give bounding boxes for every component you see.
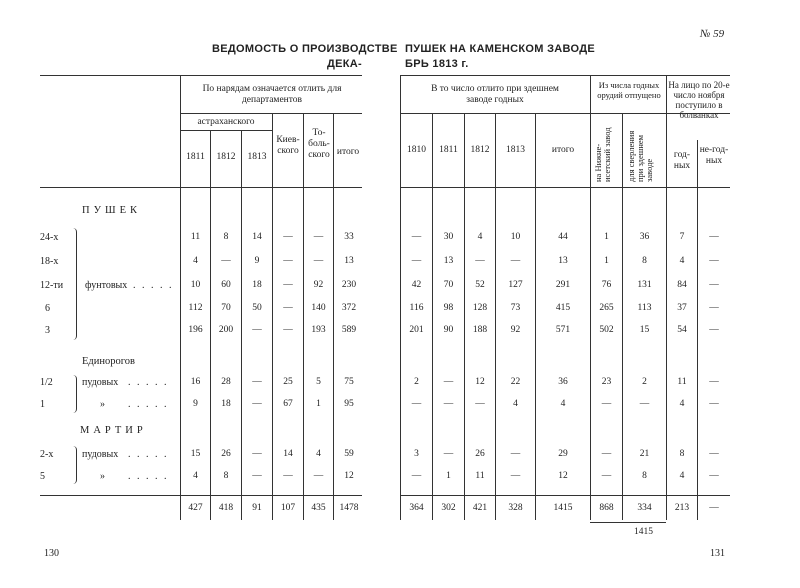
cell-r12-8: 52 (475, 280, 485, 290)
cell-r18-10: 13 (558, 256, 568, 266)
cell-re12-8: 12 (475, 377, 485, 387)
header-bottom-rule (40, 187, 362, 188)
cell-re1-10: 4 (560, 399, 566, 409)
cell-r6-7: 98 (443, 303, 454, 313)
cell-re12-12: 2 (642, 377, 647, 387)
cell-re1-5: 95 (344, 399, 354, 409)
cell-r18-11: 1 (604, 256, 609, 266)
cell-r12-6: 42 (411, 280, 422, 290)
cell-re1-8: — (475, 399, 485, 409)
cell-rm2-6: 3 (414, 449, 419, 459)
table-top-rule (40, 75, 362, 76)
cell-r18-5: 13 (344, 256, 354, 266)
cell-totals-11: 868 (599, 503, 614, 513)
cell-r3-13: 54 (677, 325, 687, 335)
cell-rm2-2: — (252, 449, 262, 459)
cell-r3-1: 200 (218, 325, 234, 335)
leader-dots: . . . . . (128, 449, 169, 460)
totals-rule (40, 495, 362, 496)
cell-re1-0: 9 (193, 399, 198, 409)
header-1810: 1810 (407, 145, 426, 155)
cell-rm2-1: 26 (221, 449, 231, 459)
cell-totals-9: 328 (508, 503, 523, 513)
cell-r6-2: 50 (252, 303, 262, 313)
page-number-left: 130 (44, 548, 59, 559)
header-1812: 1812 (216, 152, 236, 162)
cell-rm5-10: 12 (558, 471, 568, 481)
cell-r6-5: 372 (341, 303, 357, 313)
cell-rm5-2: — (252, 471, 262, 481)
label-ditto-2: » (100, 471, 105, 482)
cell-rm2-14: — (709, 449, 719, 459)
brace-pushek (72, 228, 77, 340)
cell-totals-10: 1415 (553, 503, 573, 513)
cell-r6-12: 113 (637, 303, 652, 313)
cell-r24-2: 14 (252, 232, 262, 242)
cell-rm5-7: 1 (446, 471, 451, 481)
cell-re12-11: 23 (601, 377, 612, 387)
header-kiev: Киев-ского (276, 135, 300, 156)
label-ditto-1: » (100, 399, 105, 410)
cell-r3-4: 193 (311, 325, 326, 335)
cell-re1-2: — (252, 399, 262, 409)
cell-r18-2: 9 (254, 256, 260, 266)
cell-re1-12: — (639, 399, 650, 409)
cell-r18-14: — (709, 256, 719, 266)
title-right-line1: ПУШЕК НА КАМЕНСКОМ ЗАВОДЕ (405, 43, 595, 55)
cell-r3-2: — (252, 325, 262, 335)
cell-r6-11: 265 (599, 303, 614, 313)
sum-rule (590, 522, 666, 523)
cell-r12-4: 92 (313, 280, 324, 290)
cell-r24-5: 33 (344, 232, 354, 242)
section-martir: МАРТИР (80, 425, 147, 436)
cell-re12-0: 16 (190, 377, 201, 387)
header-negodnyh: не-год-ных (699, 145, 729, 166)
cell-rm5-0: 4 (193, 471, 198, 481)
cell-r6-13: 37 (677, 303, 687, 313)
cell-totals-2: 91 (252, 503, 262, 513)
cell-r24-3: — (283, 232, 293, 242)
cell-r24-13: 7 (679, 232, 685, 242)
cell-rm5-9: — (510, 471, 521, 481)
cell-r3-5: 589 (341, 325, 357, 335)
cell-re1-13: 4 (679, 399, 685, 409)
header-1813b: 1813 (506, 145, 525, 155)
label-24: 24-х (40, 232, 59, 243)
cell-totals-13: 213 (674, 503, 690, 513)
header-sub-rule (180, 113, 362, 114)
cell-re12-13: 11 (677, 377, 687, 387)
header-tobolsk: То-боль-ского (308, 128, 330, 160)
cell-rm5-13: 4 (679, 471, 685, 481)
header-na-lico: На лицо по 20-е число ноября поступило в болванках (668, 80, 730, 120)
cell-r3-3: — (283, 325, 293, 335)
cell-totals-14: — (709, 503, 719, 513)
header-itogo: итого (336, 147, 360, 157)
cell-r18-1: — (221, 256, 231, 266)
totals-rule-right (400, 495, 730, 496)
cell-r12-7: 70 (443, 280, 454, 290)
leader-dots: . . . . . (128, 471, 169, 482)
cell-r6-3: — (283, 303, 293, 313)
header-godnyh: год-ных (673, 150, 691, 171)
label-funtovyh: фунтовых (85, 280, 128, 291)
label-m5: 5 (40, 471, 45, 482)
cell-r3-8: 188 (472, 325, 488, 335)
header-na-nizhne: на Нижне-исетский завод (593, 127, 612, 182)
cell-re12-1: 28 (221, 377, 231, 387)
cell-rm5-14: — (709, 471, 719, 481)
cell-r24-11: 1 (604, 232, 609, 242)
cell-r18-13: 4 (679, 256, 685, 266)
cell-r6-6: 116 (409, 303, 424, 313)
cell-r24-1: 8 (223, 232, 229, 242)
header-dlya-sverleniya: для сверления при здешнем заводе (626, 130, 654, 182)
cell-r6-1: 70 (221, 303, 231, 313)
label-6: 6 (45, 303, 50, 314)
cell-r6-0: 112 (188, 303, 203, 313)
cell-rm2-5: 59 (344, 449, 354, 459)
cell-r12-0: 10 (190, 280, 201, 290)
header-astrakhan: астраханского (197, 117, 255, 127)
cell-totals-3: 107 (280, 503, 296, 513)
cell-rm5-1: 8 (223, 471, 229, 481)
label-e1: 1 (40, 399, 45, 410)
cell-totals-8: 421 (472, 503, 488, 513)
cell-r18-12: 8 (642, 256, 647, 266)
cell-r3-14: — (709, 325, 719, 335)
cell-re12-10: 36 (558, 377, 568, 387)
cell-r12-1: 60 (221, 280, 231, 290)
table-top-rule-right (400, 75, 730, 76)
cell-r18-0: 4 (193, 256, 198, 266)
header-itogo-right: итого (551, 145, 575, 155)
document-number: № 59 (700, 28, 725, 40)
title-right-line2: БРЬ 1813 г. (405, 58, 469, 70)
title-left-line2: ДЕКА- (327, 58, 362, 70)
leader-dots: . . . . . (133, 280, 174, 291)
sum-1415: 1415 (634, 527, 653, 537)
cell-r24-8: 4 (477, 232, 483, 242)
section-edinorogov: Единорогов (82, 356, 135, 367)
cell-r18-8: — (475, 256, 485, 266)
title-left-line1: ВЕДОМОСТЬ О ПРОИЗВОДСТВЕ (212, 43, 398, 55)
label-pudovyh-2: пудовых (82, 449, 119, 460)
cell-re1-14: — (709, 399, 719, 409)
page-number-right: 131 (710, 548, 725, 559)
cell-r18-3: — (283, 256, 293, 266)
cell-rm2-8: 26 (475, 449, 485, 459)
cell-r12-2: 18 (252, 280, 262, 290)
cell-re12-6: 2 (414, 377, 419, 387)
cell-re12-9: 22 (510, 377, 521, 387)
cell-totals-6: 364 (409, 503, 424, 513)
cell-r24-9: 10 (510, 232, 521, 242)
cell-rm5-11: — (601, 471, 612, 481)
header-iz-chisla: Из числа годных орудий отпущено (597, 80, 661, 100)
cell-rm2-13: 8 (679, 449, 685, 459)
cell-totals-7: 302 (441, 503, 456, 513)
cell-re1-7: — (443, 399, 454, 409)
cell-re12-14: — (709, 377, 719, 387)
cell-re12-7: — (443, 377, 454, 387)
cell-re12-4: 5 (316, 377, 321, 387)
cell-re1-11: — (601, 399, 612, 409)
cell-re12-3: 25 (283, 377, 293, 387)
brace-edinorogov (72, 375, 77, 413)
cell-rm2-0: 15 (190, 449, 201, 459)
cell-r3-9: 92 (510, 325, 521, 335)
cell-rm5-8: 11 (475, 471, 485, 481)
cell-r12-10: 291 (555, 280, 571, 290)
header-1812b: 1812 (470, 145, 490, 155)
cell-re12-5: 75 (344, 377, 354, 387)
header-naryad: По нарядам означается отлить для департаментов (202, 84, 342, 105)
cell-rm2-11: — (601, 449, 612, 459)
cell-rm2-12: 21 (639, 449, 650, 459)
cell-r6-4: 140 (311, 303, 326, 313)
cell-rm2-7: — (443, 449, 454, 459)
cell-r18-9: — (510, 256, 521, 266)
cell-rm2-10: 29 (558, 449, 568, 459)
cell-r3-11: 502 (599, 325, 614, 335)
cell-r24-6: — (411, 232, 422, 242)
cell-r3-6: 201 (409, 325, 424, 335)
cell-rm2-4: 4 (316, 449, 321, 459)
cell-r12-9: 127 (508, 280, 523, 290)
cell-r18-4: — (313, 256, 324, 266)
header-1811b: 1811 (439, 145, 458, 155)
cell-r3-7: 90 (443, 325, 454, 335)
cell-rm5-12: 8 (642, 471, 647, 481)
leader-dots: . . . . . (128, 377, 169, 388)
label-12: 12-ти (40, 280, 64, 291)
cell-r24-7: 30 (443, 232, 454, 242)
cell-re1-3: 67 (283, 399, 293, 409)
cell-r12-5: 230 (341, 280, 357, 290)
brace-martir (72, 446, 77, 484)
leader-dots: . . . . . (128, 399, 169, 410)
cell-rm5-3: — (283, 471, 293, 481)
label-3: 3 (45, 325, 50, 336)
cell-r6-8: 128 (472, 303, 488, 313)
cell-r12-12: 131 (637, 280, 652, 290)
cell-totals-0: 427 (188, 503, 203, 513)
header-1813: 1813 (247, 152, 267, 162)
cell-totals-5: 1478 (339, 503, 359, 513)
cell-re1-9: 4 (513, 399, 518, 409)
cell-totals-1: 418 (218, 503, 234, 513)
astrakhan-rule (180, 130, 272, 131)
header-bottom-rule-right (400, 187, 730, 188)
cell-r24-10: 44 (558, 232, 568, 242)
cell-r6-9: 73 (510, 303, 521, 313)
cell-r24-4: — (313, 232, 324, 242)
cell-r24-0: 11 (190, 232, 201, 242)
cell-r3-0: 196 (188, 325, 203, 335)
cell-rm2-3: 14 (283, 449, 293, 459)
cell-r12-11: 76 (601, 280, 612, 290)
cell-totals-12: 334 (637, 503, 652, 513)
cell-rm5-4: — (313, 471, 324, 481)
cell-re1-4: 1 (316, 399, 321, 409)
label-m2: 2-х (40, 449, 54, 460)
header-otlito: В то число отлито при здешнем заводе годных (431, 84, 559, 105)
cell-r12-13: 84 (677, 280, 687, 290)
cell-r3-10: 571 (555, 325, 571, 335)
cell-r6-14: — (709, 303, 719, 313)
label-e12: 1/2 (40, 377, 53, 388)
cell-totals-4: 435 (311, 503, 326, 513)
cell-r18-6: — (411, 256, 422, 266)
label-18: 18-х (40, 256, 59, 267)
cell-r3-12: 15 (639, 325, 650, 335)
cell-r12-14: — (709, 280, 719, 290)
section-pushek: ПУШЕК (82, 205, 142, 216)
cell-r12-3: — (283, 280, 293, 290)
cell-re1-6: — (411, 399, 422, 409)
cell-rm5-6: — (411, 471, 422, 481)
cell-re1-1: 18 (221, 399, 231, 409)
header-1811: 1811 (186, 152, 205, 162)
cell-re12-2: — (252, 377, 262, 387)
cell-r24-14: — (709, 232, 719, 242)
cell-r6-10: 415 (555, 303, 571, 313)
cell-rm2-9: — (510, 449, 521, 459)
label-pudovyh-1: пудовых (82, 377, 119, 388)
cell-r18-7: 13 (443, 256, 454, 266)
cell-r24-12: 36 (639, 232, 650, 242)
cell-rm5-5: 12 (344, 471, 354, 481)
